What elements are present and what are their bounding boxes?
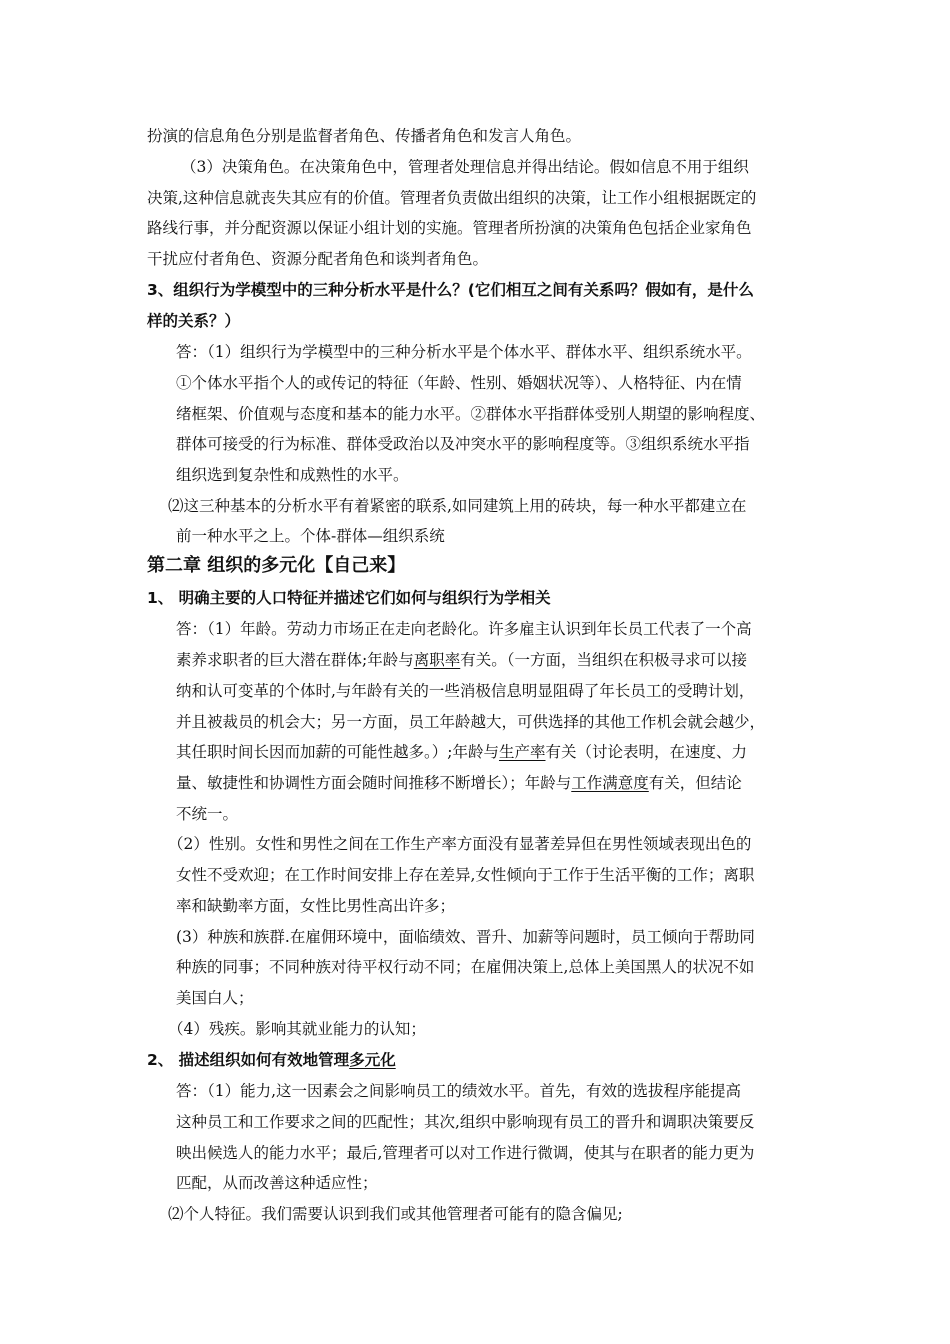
paragraph-line: 干扰应付者角色、资源分配者角色和谈判者角色。: [147, 250, 489, 268]
answer-line: 映出候选人的能力水平；最后,管理者可以对工作进行微调，使其与在职者的能力更为: [176, 1144, 755, 1162]
text-run: 有关（讨论表明，在速度、力: [545, 743, 748, 761]
answer-line: [176, 650, 747, 670]
answer-line: 答：（1）年龄。劳动力市场正在走向老龄化。许多雇主认识到年长员工代表了一个高: [176, 620, 752, 638]
text-run: 素养求职者的巨大潜在群体;年龄与: [176, 651, 414, 669]
answer-line: ⑵个人特征。我们需要认识到我们或其他管理者可能有的隐含偏见;: [168, 1205, 623, 1223]
question-heading: 样的关系？）: [147, 312, 241, 330]
text-run: 量、敏捷性和协调性方面会随时间推移不断增长）；年龄与: [176, 774, 572, 792]
answer-line: 女性不受欢迎；在工作时间安排上存在差异,女性倾向于工作于生活平衡的工作；离职: [176, 866, 755, 884]
answer-line: 答：（1）能力,这一因素会之间影响员工的绩效水平。首先，有效的选拔程序能提高: [176, 1082, 742, 1100]
text-run: 有关，但结论: [648, 774, 742, 792]
answer-line: ⑵这三种基本的分析水平有着紧密的联系,如同建筑上用的砖块，每一种水平都建立在: [168, 497, 747, 515]
answer-line: 答：（1）组织行为学模型中的三种分析水平是个体水平、群体水平、组织系统水平。: [176, 343, 752, 361]
text-run: 2、 描述组织如何有效地管理: [147, 1051, 350, 1069]
text-run: 其任职时间长因而加薪的可能性越多。）;年龄与: [176, 743, 499, 761]
question-heading: 3、组织行为学模型中的三种分析水平是什么？(它们相互之间有关系吗？假如有，是什么: [147, 281, 754, 299]
answer-line: 群体可接受的行为标准、群体受政治以及冲突水平的影响程度等。③组织系统水平指: [176, 435, 750, 453]
paragraph-line: （3）决策角色。在决策角色中，管理者处理信息并得出结论。假如信息不用于组织: [181, 158, 749, 176]
paragraph-line: 路线行事，并分配资源以保证小组计划的实施。管理者所扮演的决策角色包括企业家角色: [147, 219, 752, 237]
answer-line: （4）残疾。影响其就业能力的认知；: [168, 1020, 426, 1038]
underlined-term: 多元化: [349, 1051, 396, 1069]
answer-line: 匹配，从而改善这种适应性；: [176, 1174, 378, 1192]
answer-line: [176, 742, 747, 762]
question-heading: 1、 明确主要的人口特征并描述它们如何与组织行为学相关: [147, 589, 551, 607]
answer-line: ①个体水平指个人的或传记的特征（年龄、性别、婚姻状况等）、人格特征、内在情: [176, 374, 742, 392]
underlined-term: 离职率: [413, 651, 461, 669]
answer-line: 前一种水平之上。个体-群体—组织系统: [176, 527, 445, 545]
chapter-heading: 第二章 组织的多元化【自己来】: [147, 555, 406, 576]
answer-line: [176, 773, 742, 793]
paragraph-line: 扮演的信息角色分别是监督者角色、传播者角色和发言人角色。: [147, 127, 582, 145]
answer-line: 种族的同事；不同种族对待平权行动不同；在雇佣决策上,总体上美国黑人的状况不如: [176, 958, 755, 976]
paragraph-line: 决策,这种信息就丧失其应有的价值。管理者负责做出组织的决策，让工作小组根据既定的: [147, 189, 757, 207]
answer-line: 美国白人；: [176, 989, 254, 1007]
text-run: 有关。（一方面，当组织在积极寻求可以接: [460, 651, 748, 669]
answer-line: 纳和认可变革的个体时,与年龄有关的一些消极信息明显阻碍了年长员工的受聘计划，: [176, 682, 755, 700]
answer-line: （2）性别。女性和男性之间在工作生产率方面没有显著差异但在男性领域表现出色的: [168, 835, 752, 853]
answer-line: (3）种族和族群.在雇佣环境中，面临绩效、晋升、加薪等问题时，员工倾向于帮助同: [176, 928, 755, 946]
underlined-term: 工作满意度: [571, 774, 649, 792]
answer-line: 组织选到复杂性和成熟性的水平。: [176, 466, 409, 484]
answer-line: 并且被裁员的机会大；另一方面，员工年龄越大，可供选择的其他工作机会就会越少，: [176, 713, 766, 731]
answer-line: 不统一。: [176, 805, 239, 823]
question-heading: [147, 1050, 396, 1070]
underlined-term: 生产率: [498, 743, 546, 761]
answer-line: 率和缺勤率方面，女性比男性高出许多；: [176, 897, 456, 915]
answer-line: 这种员工和工作要求之间的匹配性；其次,组织中影响现有员工的晋升和调职决策要反: [176, 1113, 755, 1131]
answer-line: 绪框架、价值观与态度和基本的能力水平。②群体水平指群体受别人期望的影响程度、: [176, 405, 766, 423]
